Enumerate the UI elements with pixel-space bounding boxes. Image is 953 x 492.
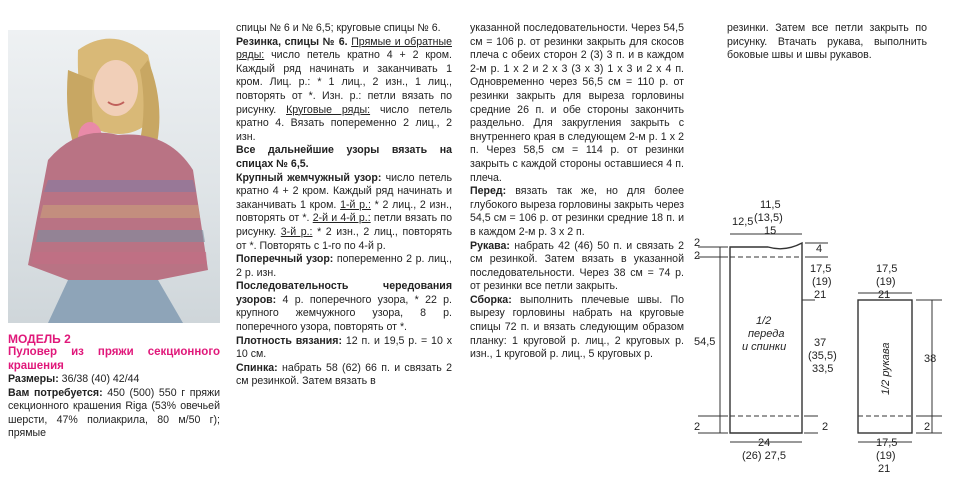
sizes-label: Размеры: [8,373,59,385]
column-2 [236,22,452,389]
sleeve-text: набрать 42 (46) 50 п. и связать 2 см резинкой. Затем вязать в указанной последовательности. Через 38 см = 74 р. от резинки все петли закрыть. [470,239,684,293]
repeat-text: Повторять с 1-го по 4-й р. [259,239,386,252]
materials-value: 450 (500) 550 г пряжи секционного крашения Riga (53% овечьей шерсти, 47% полиакрила, 80 м/50 г); прямые [8,386,220,440]
model-photo-illustration [8,30,220,323]
rib-paragraph [236,36,452,145]
pearl-label: Крупный жемчужный узор: [236,171,382,184]
dim-neck: 4 [816,243,823,255]
front-label: Перед: [470,185,507,198]
rib-circular-text: число петель кратно 4. Вязать попеременно 2 лиц., 2 изн. [236,103,452,143]
back-label: Спинка: [236,361,278,374]
sleeve-top-2: (19) [876,276,896,288]
sizes-paragraph [8,373,220,387]
sleeve-bottom-2: (19) [876,450,896,462]
pattern-diagram [690,190,950,490]
model-subtitle: Пуловер из пряжи секционного крашения [8,346,220,372]
row24-label: 2-й и 4-й р.: [312,212,371,225]
materials-paragraph [8,387,220,441]
dim-top-left-1: 2 [694,237,701,249]
row24-text: петли вязать по рисунку. [236,212,452,238]
cross-paragraph [236,253,452,280]
rib-label: Резинка, спицы № 6. [236,35,348,48]
cross-text: попеременно 2 р. лиц., 2 р. изн. [236,253,452,279]
column-3 [470,22,684,362]
pearl-paragraph [236,172,452,254]
dim-armhole-3: 21 [814,289,827,301]
sequence-paragraph [236,280,452,334]
dim-shoulder: 12,5 [732,216,754,228]
sizes-value: 36/38 (40) 42/44 [58,373,140,385]
further-paragraph [236,144,452,171]
rib-circular-label: Круговые ряды: [286,103,371,116]
rib-text: число петель кратно 4 + 2 кром. Каждый ряд начинать и заканчивать 1 кром. Лиц. р.: * 1 лиц., 2 изн., 1 лиц., повторять от *. Изн. р.: петли вязать по рисунку. [236,49,452,116]
sleeve-top-1: 17,5 [876,263,898,275]
front-text: вязать так же, но для более глубокого выреза горловины закрыть через 54,5 см = 106 р. от резинки средние 18 п. и в каждом 2-м р. 3 х 2 п. [470,185,685,238]
dim-rib-right: 2 [822,421,829,433]
dim-bottom-2: (26) 27,5 [742,450,787,462]
dim-rib-left: 2 [694,421,701,433]
dim-top-3: 15 [764,225,777,237]
dim-height: 54,5 [694,336,716,348]
row3-text: * 2 изн., 2 лиц., повторять от *. [236,225,452,252]
dim-length-3: 33,5 [812,363,834,375]
model-title: МОДЕЛЬ 2 [8,332,71,346]
column-4 [727,22,927,63]
row3-label: 3-й р.: [280,225,313,238]
needles-text: спицы № 6 и № 6,5; круговые спицы № 6. [236,22,441,34]
pearl-text: число петель кратно 4 + 2 кром. Каждый ряд начинать и заканчивать 1 кром. [236,171,452,211]
body-label-2: переда [748,328,785,340]
sleeve-paragraph [470,240,684,294]
dim-top-1: 11,5 [760,199,781,211]
model-photo [8,30,220,323]
sleeve-label: Рукава: [470,239,510,252]
assembly-text: выполнить плечевые швы. По вырезу горловины набрать на круговые спицы 72 п. и вязать следующим образом планку: 1 круговой р. лиц., 2 круговых р. изн., 1 круговой р. лиц., 5 круговых р. [470,293,684,361]
back-text: набрать 58 (62) 66 п. и связать 2 см резинкой. Затем вязать в [236,361,452,388]
dim-top-2: (13,5) [754,212,783,224]
dim-length-2: (35,5) [808,350,837,362]
assembly-label: Сборка: [470,293,512,306]
cross-label: Поперечный узор: [236,253,334,266]
front-paragraph [470,185,684,239]
dim-armhole-1: 17,5 [810,263,832,275]
assembly-paragraph [470,294,684,362]
back-paragraph [236,362,452,389]
sleeve-label: 1/2 рукава [880,342,892,395]
density-label: Плотность вязания: [236,334,342,347]
dim-top-left-2: 2 [694,250,701,262]
further-text: Все дальнейшие узоры вязать на спицах № 6,5. [236,144,452,170]
dim-armhole-2: (19) [812,276,832,288]
row1-text: * 2 лиц., 2 изн., повторять от *. [236,198,452,225]
finishing-text: резинки. Затем все петли закрыть по рисунку. Втачать рукава, выполнить боковые швы и швы рукавов. [727,22,927,62]
density-text: 12 п. и 19,5 р. = 10 х 10 см. [236,334,452,361]
sequence-text: 4 р. поперечного узора, * 22 р. крупного жемчужного узора, 8 р. поперечного узора, повторять от *. [236,293,452,334]
rib-straight-label: Прямые и обратные ряды: [236,35,452,62]
sequence-label: Последовательность чередования узоров: [236,280,452,306]
sleeve-rib: 2 [924,421,931,433]
density-paragraph [236,335,452,362]
sleeve-top-3: 21 [878,289,891,301]
dim-length-1: 37 [814,337,827,349]
sleeve-bottom-3: 21 [878,463,891,475]
sleeve-length: 38 [924,353,937,365]
column-1 [8,332,220,441]
row1-label: 1-й р.: [340,198,371,211]
sleeve-bottom-1: 17,5 [876,437,898,449]
dim-bottom-1: 24 [758,437,771,449]
body-label-1: 1/2 [756,315,772,327]
materials-label: Вам потребуется: [8,386,103,399]
body-label-3: и спинки [742,341,787,353]
back-continued: указанной последовательности. Через 54,5 см = 106 р. от резинки закрыть для скосов плеча с обеих сторон 2 (3) 3 п. и в каждом 2-м р. 1 х 2 и 2 х 3 (3 х 3) 1 х 3 и 2 х 4 п. Одновременно через 56,5 см = 110 р. от резинки закрыть для выреза горловины средние 26 п. и обе стороны закончить раздельно. Для закругления закрыть с внутреннего края в следующем 2-м р. 1 х 2 п. Через 58,5 см = 114 р. от резинки закрыть с каждой стороны оставшиеся 4 п. плеча. [470,22,684,184]
